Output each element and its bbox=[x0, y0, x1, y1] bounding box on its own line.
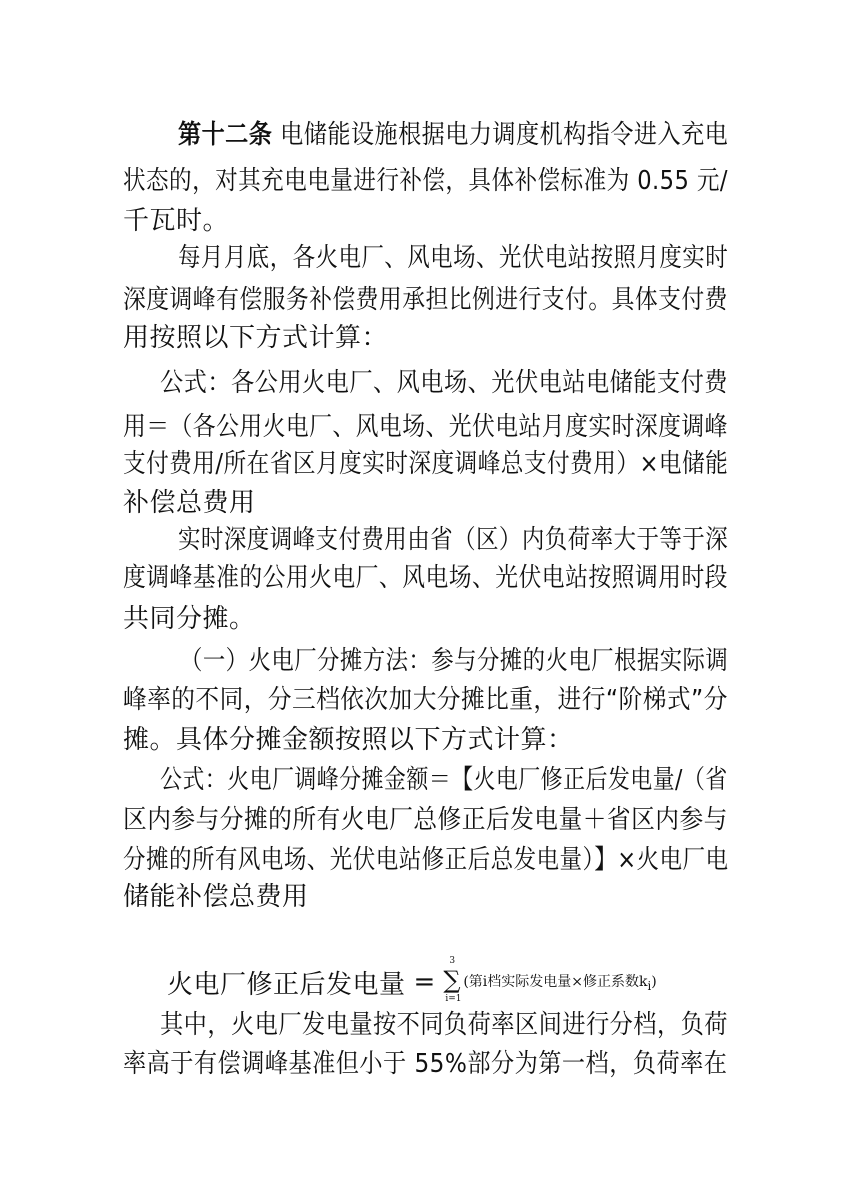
article-12-line-1 bbox=[178, 118, 728, 152]
formula-subscript: i bbox=[647, 978, 652, 993]
formula-1-line-4: 补偿总费用 bbox=[123, 488, 256, 518]
article-text: 电储能设施根据电力调度机构指令进入充电 bbox=[272, 120, 729, 150]
corrected-generation-formula bbox=[167, 952, 657, 1012]
tier-paragraph-line-2: 率高于有偿调峰基准但小于 55%部分为第一档，负荷率在 bbox=[123, 1049, 728, 1079]
formula-body bbox=[463, 971, 656, 993]
sharing-paragraph-line-1: 实时深度调峰支付费用由省（区）内负荷率大于等于深 bbox=[178, 525, 729, 555]
article-heading: 第十二条 bbox=[178, 120, 273, 150]
formula-2-line-1: 公式：火电厂调峰分摊金额＝【火电厂修正后发电量/（省 bbox=[160, 765, 728, 795]
summation-upper-limit: 3 bbox=[449, 956, 456, 966]
payment-paragraph-line-3: 用按照以下方式计算： bbox=[123, 323, 389, 353]
formula-2-line-4: 储能补偿总费用 bbox=[123, 882, 309, 912]
formula-body-text: (第i档实际发电量×修正系数k bbox=[463, 974, 648, 991]
article-12-line-3: 千瓦时。 bbox=[123, 206, 230, 236]
payment-paragraph-line-2: 深度调峰有偿服务补偿费用承担比例进行支付。具体支付费 bbox=[123, 285, 728, 315]
sigma-icon: ∑ bbox=[443, 966, 461, 994]
section-1-line-3: 摊。具体分摊金额按照以下方式计算： bbox=[123, 725, 574, 755]
formula-close-paren: ) bbox=[651, 974, 657, 991]
formula-equals: = bbox=[413, 967, 436, 997]
formula-1-line-1: 公式：各公用火电厂、风电场、光伏电站电储能支付费 bbox=[160, 368, 728, 398]
summation-lower-limit: i=1 bbox=[445, 994, 462, 1004]
section-1-line-1: （一）火电厂分摊方法：参与分摊的火电厂根据实际调 bbox=[180, 646, 729, 676]
summation-symbol bbox=[443, 956, 461, 1008]
formula-lhs: 火电厂修正后发电量 bbox=[167, 969, 406, 1000]
formula-1-line-2: 用＝（各公用火电厂、风电场、光伏电站月度实时深度调峰 bbox=[123, 412, 728, 442]
article-12-line-2: 状态的，对其充电电量进行补偿，具体补偿标准为 0.55 元/ bbox=[123, 166, 728, 196]
tier-paragraph-line-1: 其中，火电厂发电量按不同负荷率区间进行分档，负荷 bbox=[160, 1010, 728, 1040]
formula-2-line-2: 区内参与分摊的所有火电厂总修正后发电量＋省区内参与 bbox=[123, 805, 728, 835]
sharing-paragraph-line-3: 共同分摊。 bbox=[123, 604, 256, 634]
payment-paragraph-line-1: 每月月底，各火电厂、风电场、光伏电站按照月度实时 bbox=[178, 243, 729, 273]
sharing-paragraph-line-2: 度调峰基准的公用火电厂、风电场、光伏电站按照调用时段 bbox=[123, 563, 728, 593]
formula-2-line-3: 分摊的所有风电场、光伏电站修正后总发电量）】×火电厂电 bbox=[123, 845, 729, 875]
section-1-line-2: 峰率的不同，分三档依次加大分摊比重，进行“阶梯式”分 bbox=[123, 685, 728, 715]
formula-1-line-3: 支付费用/所在省区月度实时深度调峰总支付费用）×电储能 bbox=[123, 449, 729, 479]
